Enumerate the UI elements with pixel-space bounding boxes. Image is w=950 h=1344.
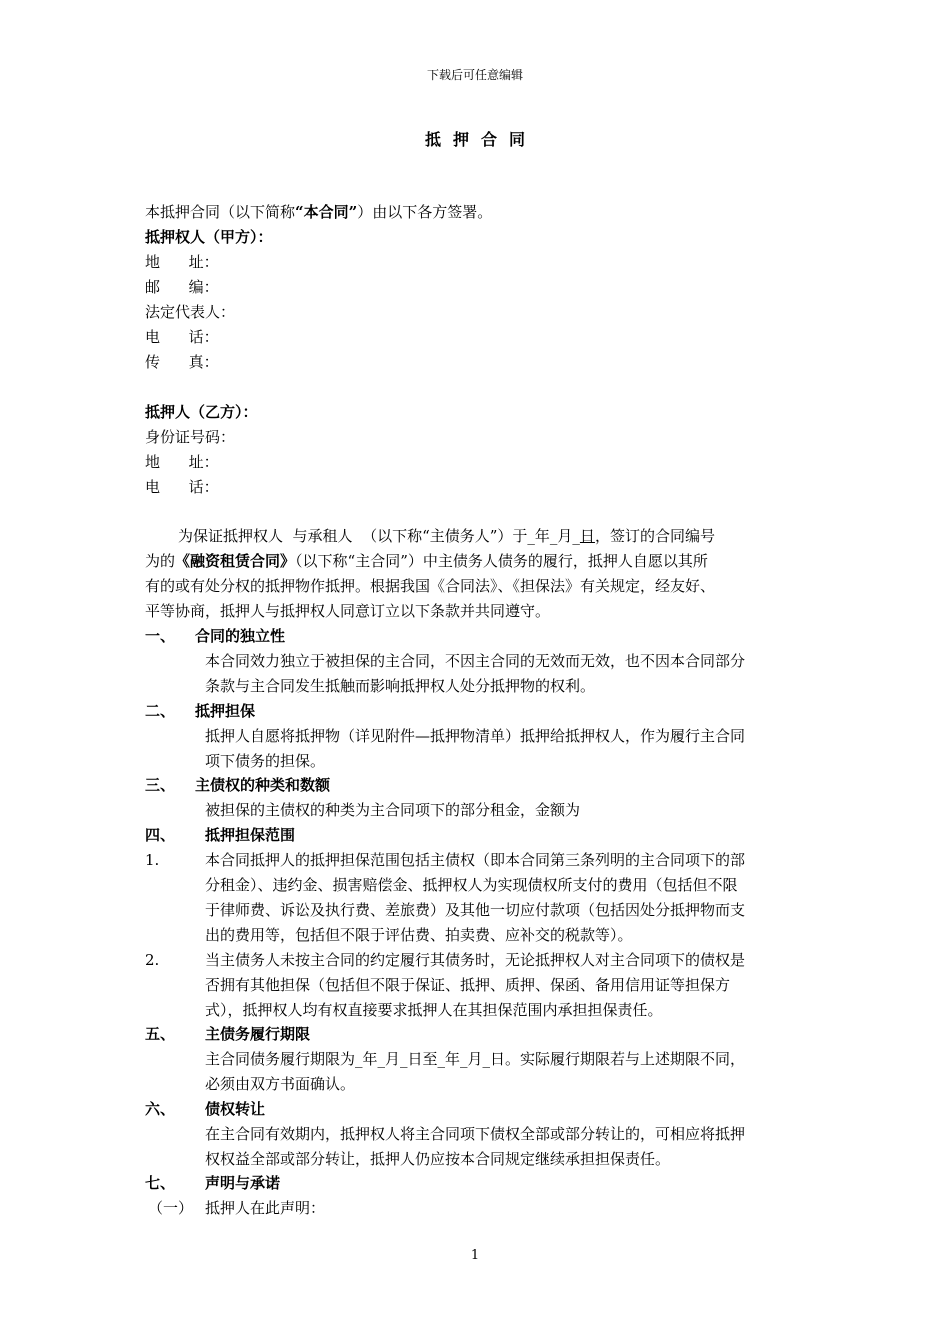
mortgagee-postcode: 邮 编：: [145, 278, 219, 296]
section-number: 七、: [145, 1174, 176, 1192]
preamble-text: 为的: [145, 552, 176, 570]
item-line: 本合同抵押人的抵押担保范围包括主债权（即本合同第三条列明的主合同项下的部: [205, 851, 746, 869]
mortgagor-address: 地 址：: [145, 453, 219, 471]
section-number: 三、: [145, 776, 176, 794]
section-number: 五、: [145, 1025, 176, 1043]
item-number: 1.: [145, 851, 160, 869]
intro-bold: “本合同”: [295, 203, 358, 221]
section-title: 主债权的种类和数额: [195, 776, 331, 794]
mortgagee-legal-rep: 法定代表人：: [145, 303, 236, 321]
intro-prefix: 本抵押合同（以下简称: [145, 203, 296, 221]
preamble-line-2: [145, 551, 708, 571]
section-title: 声明与承诺: [205, 1174, 281, 1192]
section-5-line: 主合同债务履行期限为_年_月_日至_年_月_日。实际履行期限若与上述期限不同，: [205, 1050, 746, 1068]
item-line: 当主债务人未按主合同的约定履行其债务时，无论抵押权人对主合同项下的债权是: [205, 951, 746, 969]
contract-name: 《融资租赁合同》: [175, 552, 296, 570]
subsection-number: （一）: [148, 1199, 194, 1217]
section-6-line: 在主合同有效期内，抵押权人将主合同项下债权全部或部分转让的，可相应将抵押: [205, 1125, 746, 1143]
item-line: 式），抵押权人均有权直接要求抵押人在其担保范围内承担担保责任。: [205, 1001, 663, 1019]
preamble-text: 为保证抵押权人 与承租人 （以下称“主债务人”）于_年_月_: [178, 527, 580, 545]
page-number: 1: [470, 1248, 480, 1263]
section-title: 抵押担保范围: [205, 826, 296, 844]
intro-line: [145, 202, 492, 222]
mortgagor-phone: 电 话：: [145, 478, 219, 496]
section-1-line: 条款与主合同发生抵触而影响抵押权人处分抵押物的权利。: [205, 677, 596, 695]
section-title: 主债务履行期限: [205, 1025, 311, 1043]
preamble-text: ，签订的合同编号: [594, 527, 715, 545]
item-line: 出的费用等，包括但不限于评估费、拍卖费、应补交的税款等）。: [205, 926, 633, 944]
preamble-text: （以下称“主合同”）中主债务人债务的履行，抵押人自愿以其所: [295, 552, 708, 570]
section-title: 抵押担保: [195, 702, 256, 720]
preamble-line-1: [178, 526, 715, 546]
section-title: 合同的独立性: [195, 627, 286, 645]
subsection-text: 抵押人在此声明：: [205, 1199, 326, 1217]
document-title: 抵押合同: [424, 130, 537, 149]
section-2-line: 项下债务的担保。: [205, 752, 326, 770]
mortgagor-id-number: 身份证号码：: [145, 428, 236, 446]
section-number: 六、: [145, 1100, 176, 1118]
item-line: 于律师费、诉讼及执行费、差旅费）及其他一切应付款项（包括因处分抵押物而支: [205, 901, 746, 919]
item-number: 2.: [145, 951, 160, 969]
section-number: 四、: [145, 826, 176, 844]
section-5-line: 必须由双方书面确认。: [205, 1075, 356, 1093]
item-line: 否拥有其他担保（包括但不限于保证、抵押、质押、保函、备用信用证等担保方: [205, 976, 731, 994]
section-3-line: 被担保的主债权的种类为主合同项下的部分租金，金额为: [205, 801, 581, 819]
section-number: 一、: [145, 627, 176, 645]
preamble-underlined-day: 日: [579, 527, 595, 545]
intro-suffix: ）由以下各方签署。: [357, 203, 493, 221]
mortgagor-heading: 抵押人（乙方）：: [145, 403, 258, 421]
mortgagee-address: 地 址：: [145, 253, 219, 271]
section-1-line: 本合同效力独立于被担保的主合同，不因主合同的无效而无效，也不因本合同部分: [205, 652, 746, 670]
item-line: 分租金）、违约金、损害赔偿金、抵押权人为实现债权所支付的费用（包括但不限: [205, 876, 738, 894]
mortgagee-heading: 抵押权人（甲方）：: [145, 228, 273, 246]
section-number: 二、: [145, 702, 176, 720]
mortgagee-phone: 电 话：: [145, 328, 219, 346]
section-6-line: 权权益全部或部分转让，抵押人仍应按本合同规定继续承担担保责任。: [205, 1150, 671, 1168]
preamble-line-4: 平等协商，抵押人与抵押权人同意订立以下条款并共同遵守。: [145, 602, 551, 620]
section-2-line: 抵押人自愿将抵押物（详见附件—抵押物清单）抵押给抵押权人，作为履行主合同: [205, 727, 746, 745]
mortgagee-fax: 传 真：: [145, 353, 219, 371]
preamble-line-3: 有的或有处分权的抵押物作抵押。根据我国《合同法》、《担保法》有关规定，经友好、: [145, 577, 716, 595]
page-header: 下载后可任意编辑: [426, 68, 523, 82]
section-title: 债权转让: [205, 1100, 266, 1118]
